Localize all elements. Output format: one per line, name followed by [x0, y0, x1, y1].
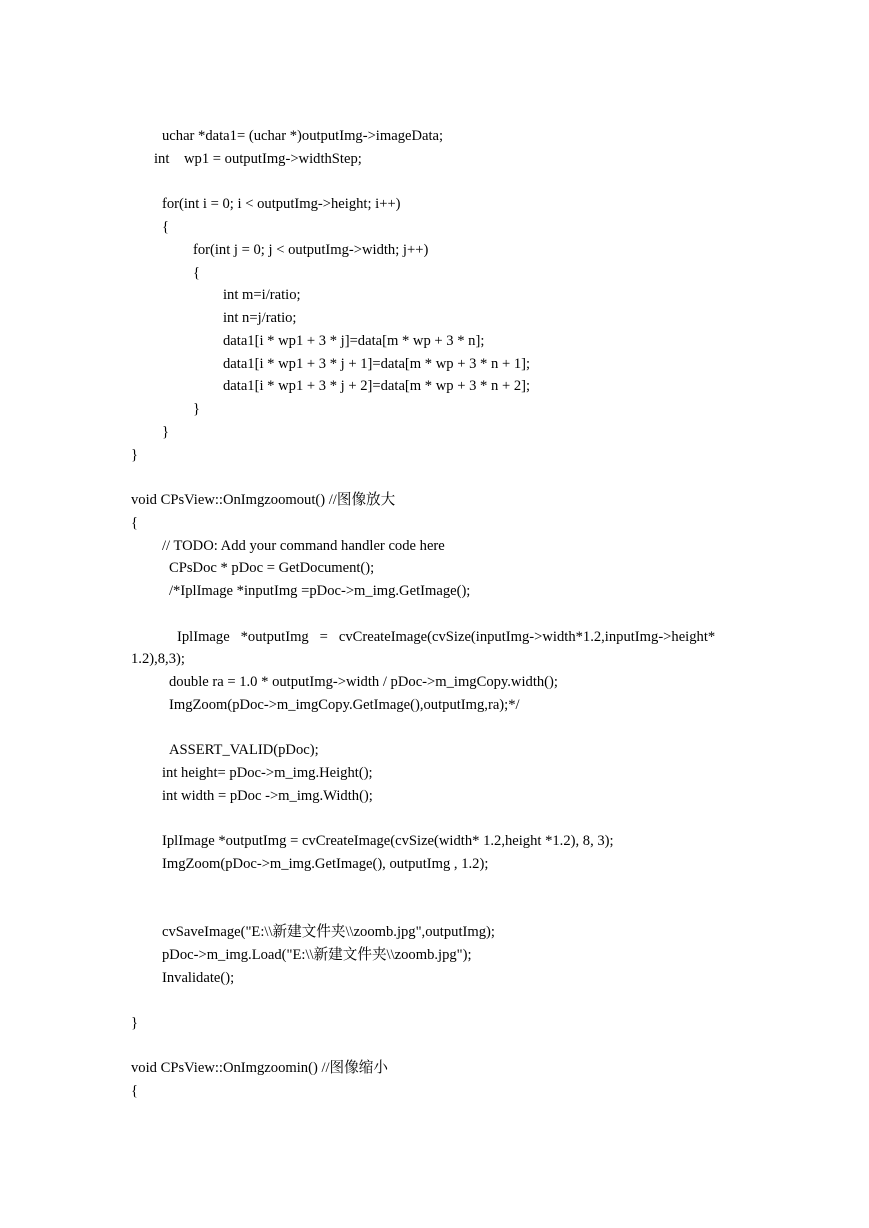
code-line: int height= pDoc->m_img.Height();	[162, 765, 373, 781]
code-line: IplImage *outputImg = cvCreateImage(cvSize(inputImg->width*1.2,inputImg->height*	[177, 629, 716, 645]
code-line: void CPsView::OnImgzoomin() //图像缩小	[131, 1060, 388, 1076]
code-line: int width = pDoc ->m_img.Width();	[162, 788, 373, 804]
code-line: 1.2),8,3);	[131, 651, 185, 667]
code-line: int wp1 = outputImg->widthStep;	[154, 151, 362, 167]
code-line: Invalidate();	[162, 970, 235, 986]
code-line: pDoc->m_img.Load("E:\\新建文件夹\\zoomb.jpg");	[162, 947, 472, 963]
code-line: data1[i * wp1 + 3 * j]=data[m * wp + 3 * n];	[223, 333, 485, 349]
code-line: cvSaveImage("E:\\新建文件夹\\zoomb.jpg",outputImg);	[162, 924, 495, 940]
code-line: ASSERT_VALID(pDoc);	[169, 742, 319, 758]
code-line: CPsDoc * pDoc = GetDocument();	[169, 560, 375, 576]
code-line: for(int j = 0; j < outputImg->width; j++)	[193, 242, 429, 258]
code-line: int n=j/ratio;	[223, 310, 297, 326]
code-line: int m=i/ratio;	[223, 287, 301, 303]
code-line: /*IplImage *inputImg =pDoc->m_img.GetImage();	[169, 583, 471, 599]
code-line: IplImage *outputImg = cvCreateImage(cvSize(width* 1.2,height *1.2), 8, 3);	[162, 833, 614, 849]
code-line: }	[193, 401, 201, 417]
code-line: {	[131, 1083, 139, 1099]
code-line: for(int i = 0; i < outputImg->height; i++)	[162, 196, 401, 212]
code-line: // TODO: Add your command handler code here	[162, 538, 445, 554]
code-line: ImgZoom(pDoc->m_img.GetImage(), outputImg , 1.2);	[162, 856, 489, 872]
code-line: void CPsView::OnImgzoomout() //图像放大	[131, 492, 396, 508]
code-line: {	[162, 219, 170, 235]
code-line: double ra = 1.0 * outputImg->width / pDoc->m_imgCopy.width();	[169, 674, 558, 690]
code-line: ImgZoom(pDoc->m_imgCopy.GetImage(),outputImg,ra);*/	[169, 697, 520, 713]
code-line: data1[i * wp1 + 3 * j + 2]=data[m * wp + 3 * n + 2];	[223, 378, 531, 394]
code-line: {	[193, 265, 201, 281]
code-line: uchar *data1= (uchar *)outputImg->imageData;	[162, 128, 444, 144]
code-line: data1[i * wp1 + 3 * j + 1]=data[m * wp + 3 * n + 1];	[223, 356, 531, 372]
code-line: {	[131, 515, 139, 531]
code-line: }	[131, 1015, 139, 1031]
code-line: }	[131, 447, 139, 463]
code-line: }	[162, 424, 170, 440]
